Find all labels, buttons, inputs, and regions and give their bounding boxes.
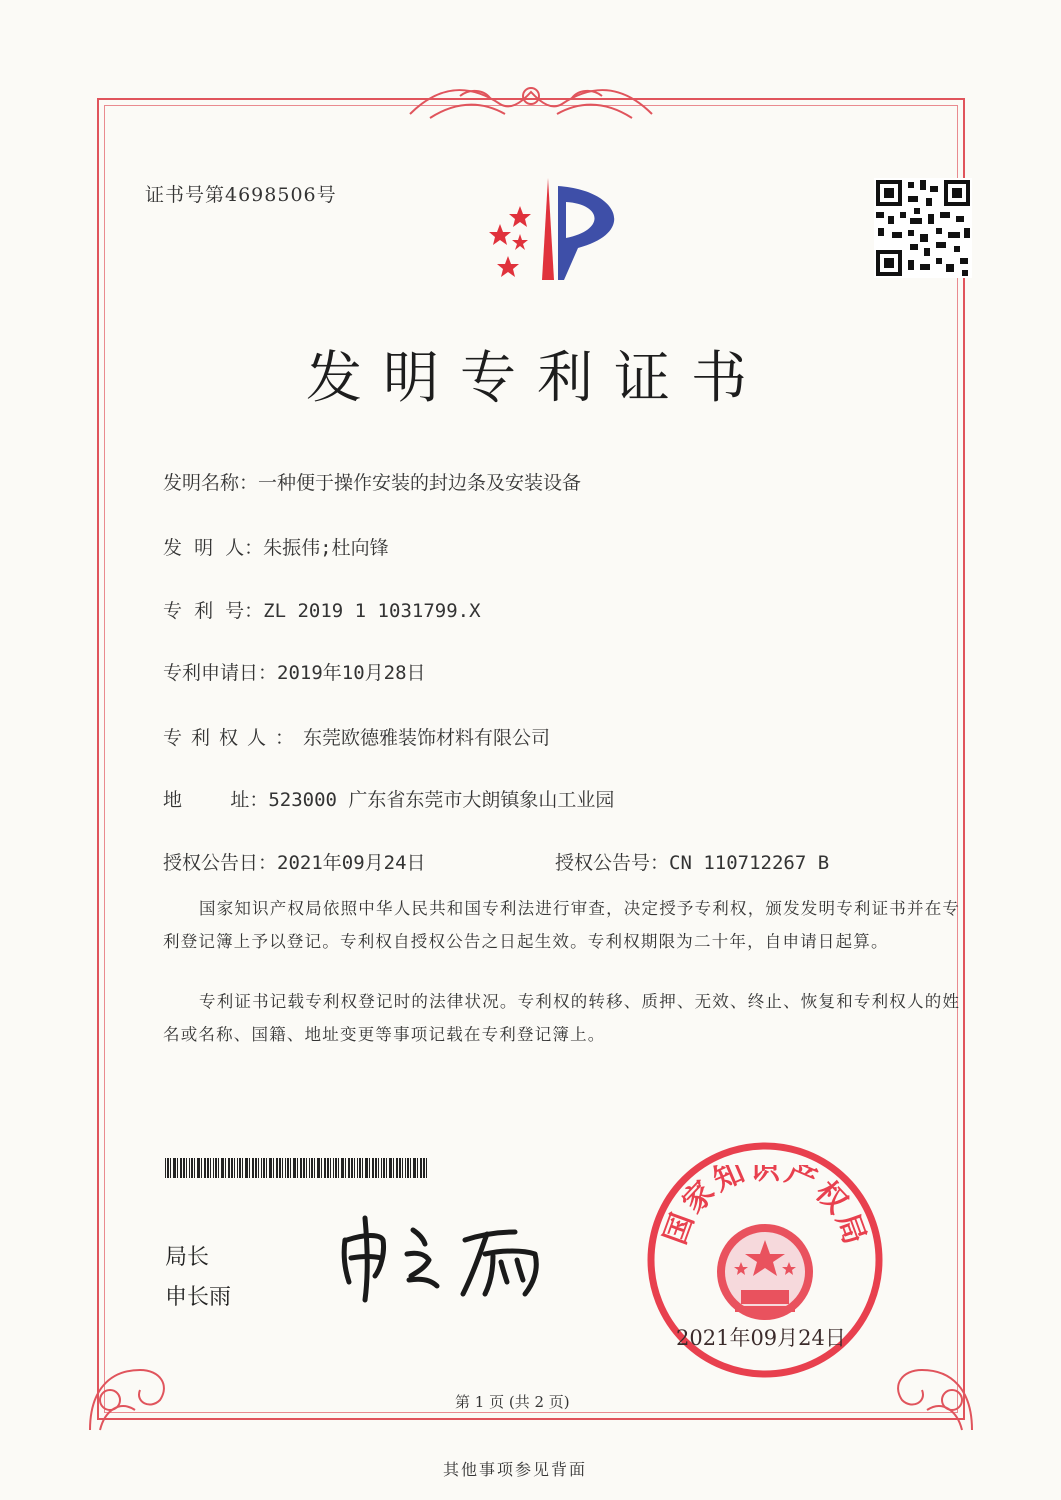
field-address [163,785,614,812]
barcode-bar [228,1158,230,1178]
barcode-bar [204,1158,206,1178]
bottom-left-ornament [80,1330,190,1440]
barcode-bar [306,1158,307,1178]
top-ornament [400,74,662,126]
barcode-bar [309,1158,310,1178]
barcode-bar [327,1158,329,1178]
barcode-bar [177,1158,178,1178]
seal-text-char: 局 [828,1208,873,1249]
barcode-bar [282,1158,283,1178]
barcode-bar [273,1158,274,1178]
barcode-bar [297,1158,298,1178]
barcode-bar [279,1158,281,1178]
barcode-bar [194,1158,195,1178]
barcode-bar [237,1158,238,1178]
barcode-bar [386,1158,387,1178]
seal-date: 2021年09月24日 [676,1326,846,1350]
barcode-bar [407,1158,409,1178]
barcode-bar [303,1158,305,1178]
barcode-bar [276,1158,278,1178]
field-label: 地 址： [163,789,269,811]
field-value: CN 110712267 B [669,852,830,874]
legal-status-paragraph: 专利证书记载专利权登记时的法律状况。专利权的转移、质押、无效、终止、恢复和专利权人的姓名或名称、国籍、地址变更等事项记载在专利登记簿上。 [163,992,961,1044]
barcode-bar [372,1158,374,1178]
barcode-bar [225,1158,226,1178]
barcode-bar [345,1158,346,1178]
barcode-bar [405,1158,406,1178]
seal-text-container [660,1165,880,1305]
barcode-bar [180,1158,182,1178]
field-filing-date [163,658,426,685]
barcode-bar [314,1158,315,1178]
barcode-bar [201,1158,202,1178]
barcode-bar [317,1158,320,1178]
barcode-bar [426,1158,427,1178]
barcode-bar [321,1158,322,1178]
barcode [165,1158,431,1178]
barcode-bar [362,1158,363,1178]
bottom-right-ornament [872,1330,982,1440]
field-grant-date [163,848,426,875]
barcode-bar [393,1158,394,1178]
barcode-bar [381,1158,382,1178]
barcode-bar [357,1158,358,1178]
barcode-bar [210,1158,211,1178]
barcode-bar [258,1158,259,1178]
barcode-bar [234,1158,235,1178]
field-value: 2021年09月24日 [277,852,426,874]
barcode-bar [333,1158,334,1178]
barcode-bar [423,1158,425,1178]
seal-text-char: 家 [675,1174,722,1221]
field-value: 朱振伟;杜向锋 [263,537,389,559]
director-title: 局长 [165,1245,210,1270]
field-patentee [163,723,550,750]
field-value: ZL 2019 1 1031799.X [263,600,481,622]
barcode-bar [213,1158,214,1178]
barcode-bar [413,1158,416,1178]
barcode-bar [231,1158,233,1178]
director-signature [335,1210,565,1305]
field-label: 专利申请日： [163,662,278,684]
legal-statement-paragraph: 国家知识产权局依照中华人民共和国专利法进行审查，决定授予专利权，颁发发明专利证书并在专利登记簿上予以登记。专利权自授权公告之日起生效。专利权期限为二十年，自申请日起算。 [163,899,961,951]
barcode-bar [263,1158,265,1178]
field-value: 2019年10月28日 [277,662,426,684]
seal-text-char: 产 [780,1165,822,1199]
barcode-bar [359,1158,361,1178]
field-label: 专 利 号： [163,600,264,622]
barcode-bar [191,1158,193,1178]
barcode-bar [245,1158,248,1178]
barcode-bar [249,1158,250,1178]
barcode-bar [351,1158,353,1178]
barcode-bar [221,1158,224,1178]
barcode-bar [375,1158,377,1178]
barcode-bar [396,1158,398,1178]
field-label: 授权公告号： [555,852,670,874]
barcode-bar [242,1158,243,1178]
barcode-bar [293,1158,296,1178]
patent-office-logo [478,172,638,292]
field-inventor [163,533,389,560]
barcode-bar [420,1158,422,1178]
barcode-bar [285,1158,286,1178]
barcode-bar [402,1158,403,1178]
barcode-bar [186,1158,187,1178]
barcode-bar [354,1158,355,1178]
barcode-bar [165,1158,166,1178]
barcode-bar [167,1158,169,1178]
field-label: 专利权人： [163,727,304,749]
barcode-bar [173,1158,176,1178]
barcode-bar [324,1158,326,1178]
barcode-bar [417,1158,418,1178]
barcode-bar [252,1158,254,1178]
barcode-bar [215,1158,217,1178]
field-patent-number [163,596,481,623]
field-invention-name [163,468,581,495]
barcode-bar [197,1158,200,1178]
field-grant-number [555,848,829,875]
barcode-bar [189,1158,190,1178]
qr-code-icon [874,178,972,278]
barcode-bar [266,1158,267,1178]
barcode-bar [269,1158,272,1178]
barcode-bar [410,1158,411,1178]
seal-text-char: 权 [808,1174,855,1221]
barcode-bar [330,1158,331,1178]
barcode-bar [300,1158,302,1178]
seal-text-char: 知 [708,1165,750,1199]
barcode-bar [341,1158,344,1178]
barcode-bar [287,1158,289,1178]
barcode-bar [255,1158,257,1178]
barcode-bar [369,1158,370,1178]
barcode-bar [218,1158,219,1178]
seal-text-char: 识 [750,1165,780,1187]
certificate-number: 证书号第4698506号 [145,184,337,206]
director-name: 申长雨 [165,1285,232,1310]
barcode-bar [207,1158,209,1178]
barcode-bar [365,1158,368,1178]
field-value: 东莞欧德雅装饰材料有限公司 [303,727,551,749]
field-label: 授权公告日： [163,852,278,874]
barcode-bar [170,1158,171,1178]
barcode-bar [378,1158,379,1178]
page-number: 第 1 页 (共 2 页) [455,1393,570,1411]
barcode-bar [183,1158,185,1178]
certificate-title: 发明专利证书 [306,346,768,411]
barcode-bar [311,1158,313,1178]
barcode-bar [338,1158,339,1178]
barcode-bar [348,1158,350,1178]
barcode-bar [261,1158,262,1178]
barcode-bar [335,1158,337,1178]
barcode-bar [389,1158,392,1178]
barcode-bar [383,1158,385,1178]
field-value: 523000 广东省东莞市大朗镇象山工业园 [268,789,615,811]
field-value: 一种便于操作安装的封边条及安装设备 [258,472,582,494]
seal-text [660,1165,880,1305]
barcode-bar [239,1158,241,1178]
barcode-bar [399,1158,401,1178]
field-label: 发明名称： [163,472,259,494]
barcode-bar [290,1158,291,1178]
field-label: 发 明 人： [163,537,264,559]
seal-text-char: 国 [660,1208,702,1249]
footer-note: 其他事项参见背面 [443,1460,588,1479]
